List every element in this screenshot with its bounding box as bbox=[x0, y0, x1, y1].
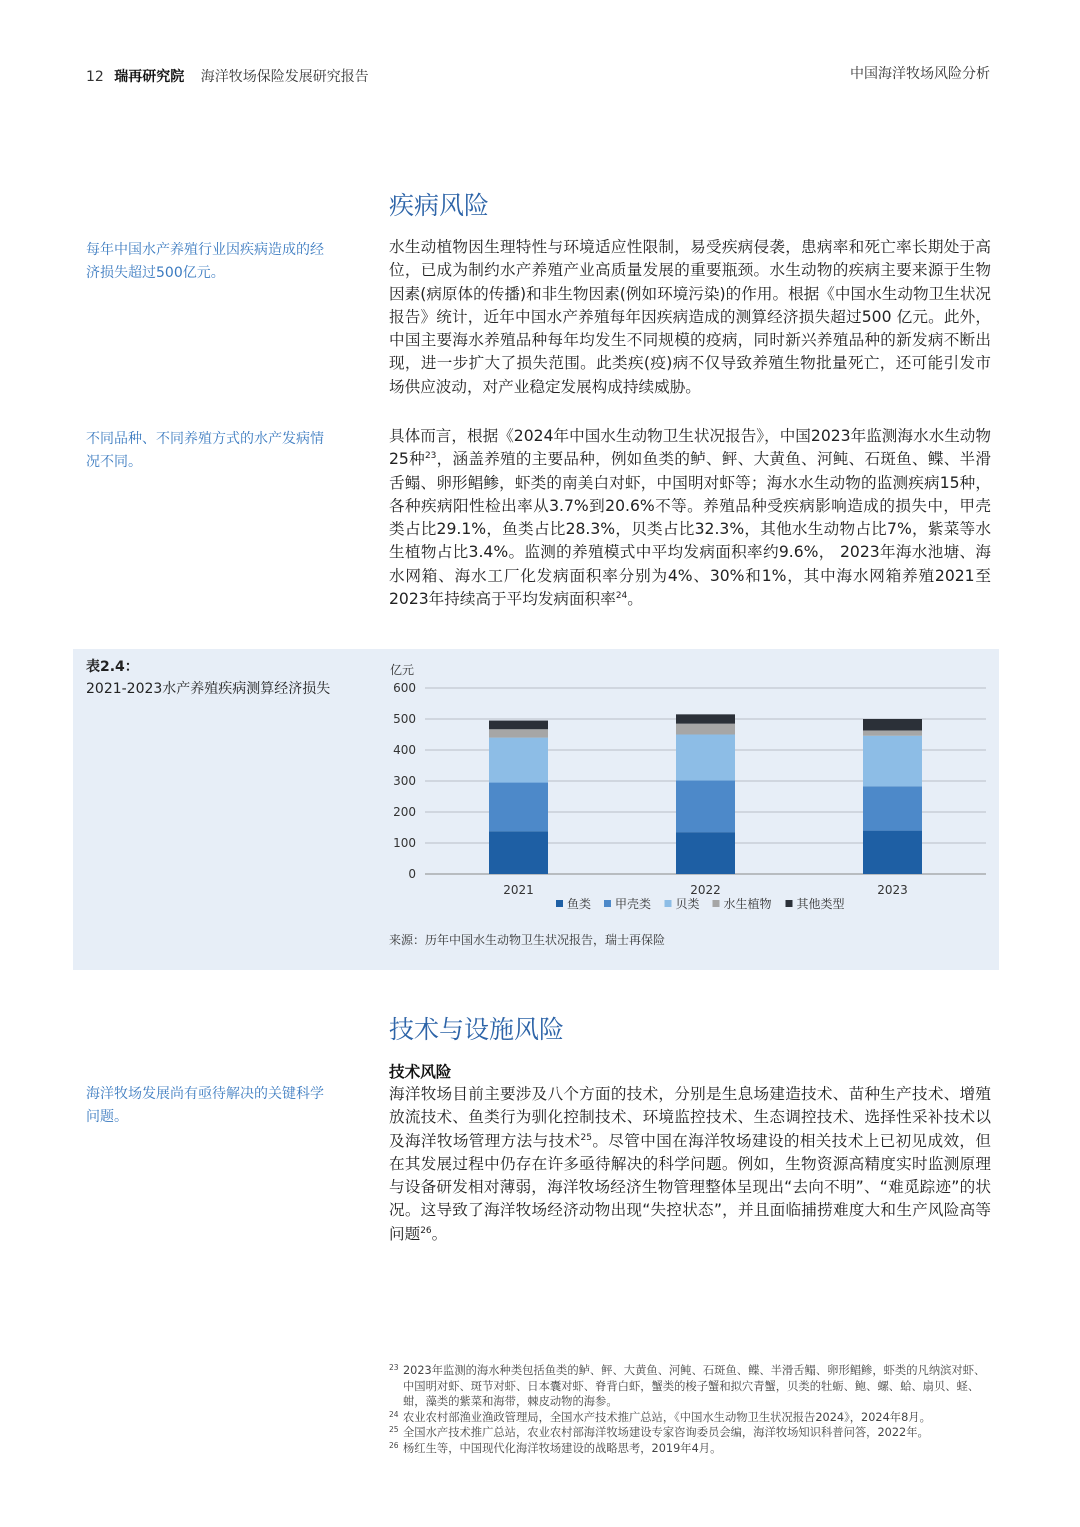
legend-swatch bbox=[786, 900, 793, 907]
page-header-left bbox=[86, 66, 369, 86]
y-tick-label: 500 bbox=[393, 712, 416, 726]
bar-segment bbox=[676, 832, 735, 874]
report-title: 海洋牧场保险发展研究报告 bbox=[200, 69, 369, 85]
paragraph-text: 。尽管中国在海洋牧场建设的相关技术上已初见成效，但在其发展过程中仍存在许多亟待解决的科学问题。例如，生物资源高精度实时监测原理与设备研发相对薄弱，海洋牧场经济生物管理整体呈现出“去向不明”、“难觅踪迹”的状况。这导致了海洋牧场经济动物出现“失控状态”，并且面临捕捞难度大和生产风险高等问题 bbox=[389, 1131, 991, 1243]
y-tick-label: 100 bbox=[393, 836, 416, 850]
bar-segment bbox=[863, 719, 922, 730]
table-title: 2021-2023水产养殖疾病测算经济损失 bbox=[86, 681, 331, 697]
footnote-text: 农业农村部渔业渔政管理局，全国水产技术推广总站，《中国水生动物卫生状况报告2024》，2024年8月。 bbox=[403, 1410, 931, 1424]
bar-segment bbox=[676, 724, 735, 735]
disease-paragraph-1: 水生动植物因生理特性与环境适应性限制，易受疾病侵袭，患病率和死亡率长期处于高位，已成为制约水产养殖产业高质量发展的重要瓶颈。水生动物的疾病主要来源于生物因素(病原体的传播)和非生物因素(例如环境污染)的作用。根据《中国水生动物卫生状况报告》统计，近年中国水产养殖每年因疾病造成的测算经济损失超过500 亿元。此外，中国主要海水养殖品种每年均发生不同规模的疫病，同时新兴养殖品种的新发病不断出现，进一步扩大了损失范围。此类疾(疫)病不仅导致养殖生物批量死亡，还可能引发市场供应波动，对产业稳定发展构成持续威胁。 bbox=[389, 238, 991, 396]
table-label: 表2.4： bbox=[86, 659, 139, 675]
disease-risk-title: 疾病风险 bbox=[389, 191, 490, 220]
bar-segment bbox=[676, 735, 735, 781]
legend-label: 水生植物 bbox=[723, 897, 772, 911]
footnote-ref: 25 bbox=[580, 1132, 592, 1143]
legend-swatch bbox=[713, 900, 720, 907]
x-tick-label: 2022 bbox=[690, 883, 721, 897]
legend-swatch bbox=[556, 900, 563, 907]
tech-paragraph bbox=[389, 1083, 991, 1246]
footnote-number: 23 bbox=[389, 1363, 399, 1372]
paragraph-text: 。 bbox=[431, 1224, 448, 1243]
paragraph-text: 海洋牧场目前主要涉及八个方面的技术，分别是生息场建造技术、苗种生产技术、增殖放流技术、鱼类行为驯化控制技术、环境监控技术、生态调控技术、选择性采补技术以及海洋牧场管理方法与技术 bbox=[389, 1085, 991, 1150]
bar-segment bbox=[676, 780, 735, 832]
side-note-loss: 每年中国水产养殖行业因疾病造成的经济损失超过500亿元。 bbox=[86, 242, 324, 281]
chart-source: 来源：历年中国水生动物卫生状况报告，瑞士再保险 bbox=[389, 933, 666, 947]
footnote-number: 26 bbox=[389, 1440, 399, 1450]
footnote-number: 25 bbox=[389, 1425, 399, 1435]
tech-subhead: 技术风险 bbox=[389, 1063, 452, 1081]
legend-label: 甲壳类 bbox=[615, 897, 652, 911]
footnotes bbox=[389, 1363, 991, 1457]
bar-segment bbox=[489, 831, 548, 874]
footnote-number: 24 bbox=[389, 1409, 399, 1419]
footnote-text: 2023年监测的海水种类包括鱼类的鲈、鲆、大黄鱼、河鲀、石斑鱼、鲽、半滑舌鳎、卵形鲳鲹，虾类的凡纳滨对虾、中国明对虾、斑节对虾、日本囊对虾、脊背白虾，蟹类的梭子蟹和拟穴青蟹，贝类的牡蛎、鲍、螺、蛤、扇贝、蛏、蚶，藻类的紫菜和海带，棘皮动物的海参。 bbox=[403, 1364, 986, 1409]
x-tick-label: 2023 bbox=[877, 883, 908, 897]
x-tick-label: 2021 bbox=[503, 883, 534, 897]
paragraph-text: 具体而言，根据《2024年中国水生动物卫生状况报告》，中国2023年监测海水水生动物25种 bbox=[389, 427, 991, 469]
bar-segment bbox=[489, 738, 548, 783]
footnote-ref: 23 bbox=[424, 451, 437, 462]
footnote-ref: 24 bbox=[615, 590, 628, 601]
bar-segment bbox=[863, 730, 922, 735]
y-tick-label: 300 bbox=[393, 774, 416, 788]
footnote-text: 全国水产技术推广总站，农业农村部海洋牧场建设专家咨询委员会编，海洋牧场知识科普问答，2022年。 bbox=[403, 1426, 929, 1440]
legend-label: 其他类型 bbox=[796, 897, 845, 911]
bar-segment bbox=[863, 831, 922, 874]
footnote bbox=[389, 1410, 991, 1426]
bar-segment bbox=[489, 721, 548, 730]
footnote bbox=[389, 1363, 991, 1410]
tech-risk-title: 技术与设施风险 bbox=[389, 1015, 565, 1044]
organization-name: 瑞再研究院 bbox=[114, 69, 185, 85]
y-tick-label: 400 bbox=[393, 743, 416, 757]
y-tick-label: 0 bbox=[408, 867, 416, 881]
stacked-bar-chart bbox=[380, 660, 992, 922]
paragraph-text: 。 bbox=[627, 590, 643, 609]
bar-segment bbox=[863, 786, 922, 830]
legend-swatch bbox=[604, 900, 611, 907]
y-tick-label: 600 bbox=[393, 681, 416, 695]
y-axis-unit: 亿元 bbox=[390, 663, 415, 677]
bar-segment bbox=[676, 714, 735, 723]
section-header: 中国海洋牧场风险分析 bbox=[850, 66, 990, 82]
legend-label: 鱼类 bbox=[567, 897, 592, 911]
y-tick-label: 200 bbox=[393, 805, 416, 819]
footnote-text: 杨红生等，中国现代化海洋牧场建设的战略思考，2019年4月。 bbox=[403, 1441, 722, 1455]
footnote-ref: 26 bbox=[420, 1225, 432, 1236]
page-number: 12 bbox=[86, 69, 104, 85]
bar-segment bbox=[489, 729, 548, 737]
side-note-tech: 海洋牧场发展尚有亟待解决的关键科学问题。 bbox=[86, 1086, 324, 1125]
bar-segment bbox=[863, 736, 922, 787]
disease-paragraph-2 bbox=[389, 425, 991, 611]
bar-segment bbox=[489, 783, 548, 832]
footnote bbox=[389, 1425, 991, 1441]
legend-swatch bbox=[665, 900, 672, 907]
side-note-variety: 不同品种、不同养殖方式的水产发病情况不同。 bbox=[86, 431, 324, 470]
footnote bbox=[389, 1441, 991, 1457]
paragraph-text: ，涵盖养殖的主要品种，例如鱼类的鲈、鲆、大黄鱼、河鲀、石斑鱼、鲽、半滑舌鳎、卵形鲳鲹，虾类的南美白对虾，中国明对虾等；海水水生动物的监测疾病15种，各种疾病阳性检出率从3.7%到20.6%不等。养殖品种受疾病影响造成的损失中，甲壳类占比29.1%，鱼类占比28.3%，贝类占比32.3%，其他水生动物占比7%，紫菜等水生植物占比3.4%。监测的养殖模式中平均发病面积率约9.6%， 2023年海水池塘、海水网箱、海水工厂化发病面积率分别为4%、30%和1%，其中海水网箱养殖2021至2023年持续高于平均发病面积率 bbox=[389, 450, 991, 609]
legend-label: 贝类 bbox=[675, 897, 700, 911]
